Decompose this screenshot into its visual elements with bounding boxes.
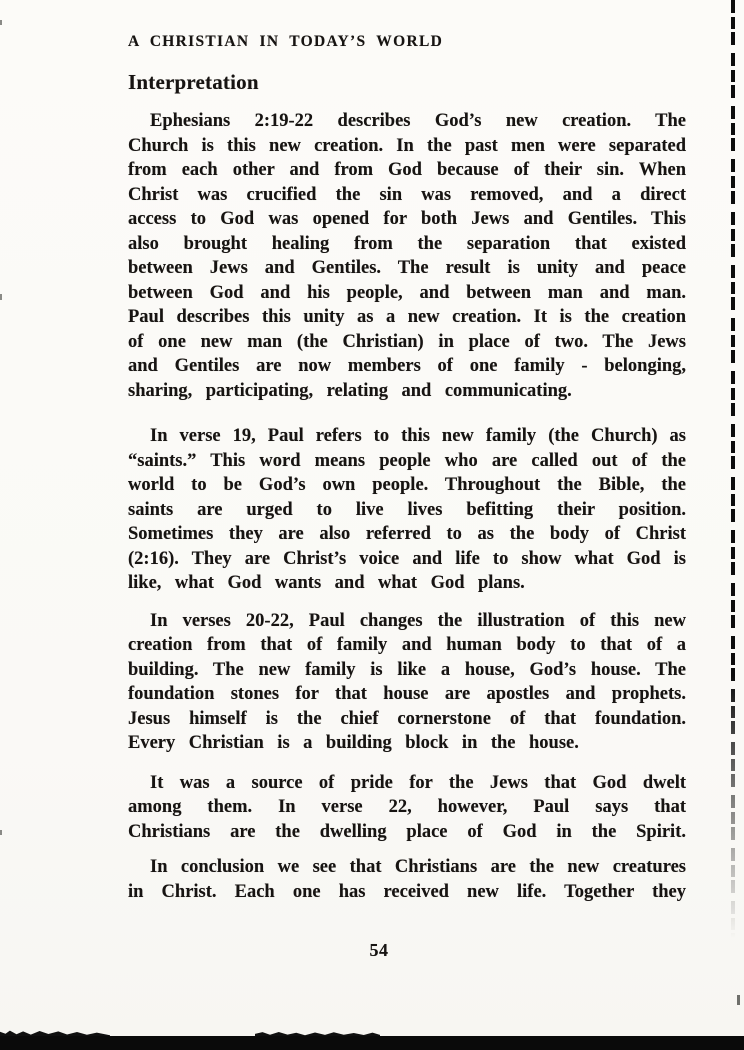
text-line: between God and his people, and between man and man. [128, 282, 686, 303]
page-number: 54 [369, 940, 389, 960]
text-line: foundation stones for that house are apostles and prophets. [128, 684, 686, 704]
scan-speck [0, 294, 2, 300]
text-line: among them. In verse 22, however, Paul says that [128, 797, 686, 817]
paragraph [128, 855, 686, 904]
text-line: of one new man (the Christian) in place of two. The Jews [128, 331, 686, 352]
text-line: In verses 20-22, Paul changes the illustration of this new [150, 610, 686, 631]
paragraph [128, 609, 686, 756]
text-line: between Jews and Gentiles. The result is unity and peace [128, 258, 686, 278]
text-line: world to be God’s own people. Throughout the Bible, the [128, 475, 686, 495]
text-line: Church is this new creation. In the past men were separated [128, 135, 686, 156]
paragraph [128, 771, 686, 845]
text-line: Every Christian is a building block in the house. [128, 733, 579, 753]
scan-speck [737, 995, 740, 1005]
body-text [128, 109, 686, 904]
text-line: building. The new family is like a house, God’s house. The [128, 659, 686, 680]
text-line: Jesus himself is the chief cornerstone of that foundation. [128, 708, 686, 729]
text-line: In conclusion we see that Christians are the new creatures [150, 857, 686, 877]
scan-speck [0, 830, 2, 835]
scan-speck [0, 20, 2, 25]
text-line: also brought healing from the separation that existed [128, 233, 686, 254]
text-line: Paul describes this unity as a new creation. It is the creation [128, 307, 686, 327]
text-line: from each other and from God because of their sin. When [128, 160, 686, 180]
paragraph [128, 109, 686, 403]
scan-right-edge-artifact [731, 0, 735, 938]
text-line: in Christ. Each one has received new life. Together they [128, 881, 686, 902]
text-line: saints are urged to live lives befitting their position. [128, 499, 686, 520]
text-line: (2:16). They are Christ’s voice and life to show what God is [128, 548, 686, 569]
text-line: Christians are the dwelling place of God in the Spirit. [128, 821, 686, 842]
text-line: sharing, participating, relating and communicating. [128, 380, 572, 401]
text-line: Ephesians 2:19-22 describes God’s new creation. The [150, 111, 686, 131]
text-line: It was a source of pride for the Jews that God dwelt [150, 772, 686, 793]
text-line: Sometimes they are also referred to as the body of Christ [128, 524, 686, 544]
paragraph [128, 424, 686, 596]
scan-bottom-band [0, 1036, 744, 1050]
text-line: like, what God wants and what God plans. [128, 573, 525, 593]
text-line: and Gentiles are now members of one family - belonging, [128, 356, 686, 376]
text-line: Christ was crucified the sin was removed, and a direct [128, 184, 686, 205]
text-line: creation from that of family and human body to that of a [128, 635, 686, 655]
running-header: A CHRISTIAN IN TODAY’S WORLD [128, 33, 444, 50]
section-heading: Interpretation [128, 70, 259, 94]
text-line: access to God was opened for both Jews and Gentiles. This [128, 209, 686, 229]
text-column [128, 0, 686, 961]
text-line: In verse 19, Paul refers to this new family (the Church) as [150, 426, 686, 446]
text-line: “saints.” This word means people who are called out of the [128, 450, 686, 471]
